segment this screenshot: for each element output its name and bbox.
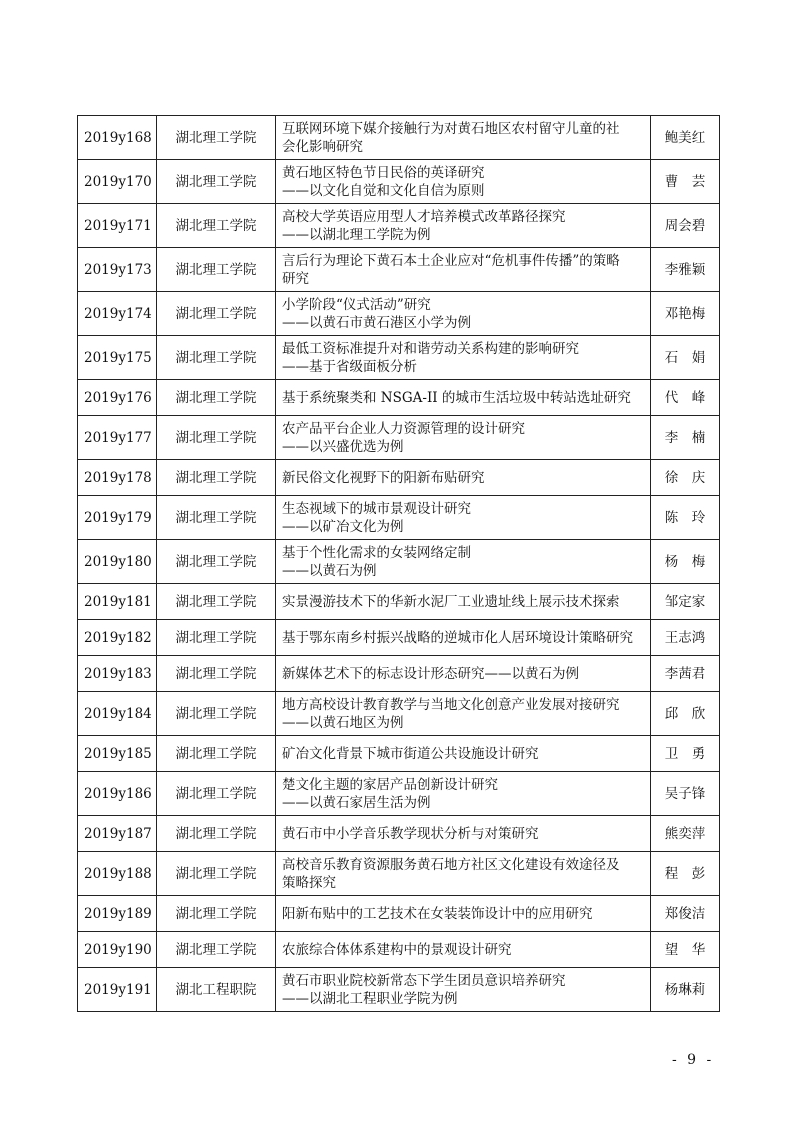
institution-cell: 湖北理工学院 xyxy=(157,292,276,336)
page-number: - 9 - xyxy=(672,1052,715,1068)
project-id-cell: 2019y191 xyxy=(78,968,157,1012)
person-in-charge-cell: 熊奕萍 xyxy=(651,816,720,852)
table-row xyxy=(78,160,720,204)
person-in-charge-cell: 邓艳梅 xyxy=(651,292,720,336)
person-in-charge-cell: 鲍美红 xyxy=(651,116,720,160)
person-in-charge-cell: 李茜君 xyxy=(651,656,720,692)
institution-cell: 湖北理工学院 xyxy=(157,656,276,692)
project-id-cell: 2019y171 xyxy=(78,204,157,248)
project-id-cell: 2019y182 xyxy=(78,620,157,656)
project-title-line: 地方高校设计教育教学与当地文化创意产业发展对接研究 xyxy=(282,696,620,713)
institution-cell: 湖北理工学院 xyxy=(157,772,276,816)
project-title-cell xyxy=(276,656,651,692)
project-title-cell xyxy=(276,620,651,656)
project-title-cell xyxy=(276,416,651,460)
project-title-cell xyxy=(276,204,651,248)
project-id-cell: 2019y170 xyxy=(78,160,157,204)
project-id-cell: 2019y175 xyxy=(78,336,157,380)
institution-cell: 湖北理工学院 xyxy=(157,852,276,896)
project-title-line: ——以黄石市黄石港区小学为例 xyxy=(282,314,471,331)
project-title-line: 新民俗文化视野下的阳新布贴研究 xyxy=(282,469,485,486)
project-title-cell xyxy=(276,692,651,736)
project-title-line: ——以黄石家居生活为例 xyxy=(282,794,431,811)
project-id-cell: 2019y190 xyxy=(78,932,157,968)
person-in-charge-cell: 李雅颖 xyxy=(651,248,720,292)
table-row xyxy=(78,620,720,656)
project-title-line: 矿冶文化背景下城市街道公共设施设计研究 xyxy=(282,745,539,762)
project-title-line: 基于系统聚类和 NSGA-II 的城市生活垃圾中转站选址研究 xyxy=(282,389,631,406)
institution-cell: 湖北理工学院 xyxy=(157,248,276,292)
institution-cell: 湖北理工学院 xyxy=(157,932,276,968)
project-title-line: ——以兴盛优选为例 xyxy=(282,438,404,455)
table-row xyxy=(78,416,720,460)
project-id-cell: 2019y178 xyxy=(78,460,157,496)
institution-cell: 湖北理工学院 xyxy=(157,816,276,852)
project-title-line: 高校大学英语应用型人才培养模式改革路径探究 xyxy=(282,208,566,225)
project-title-line: 农旅综合体体系建构中的景观设计研究 xyxy=(282,941,512,958)
person-in-charge-cell: 邹定家 xyxy=(651,584,720,620)
person-in-charge-cell: 王志鸿 xyxy=(651,620,720,656)
institution-cell: 湖北理工学院 xyxy=(157,692,276,736)
project-title-line: ——以文化自觉和文化自信为原则 xyxy=(282,182,485,199)
project-id-cell: 2019y168 xyxy=(78,116,157,160)
project-id-cell: 2019y188 xyxy=(78,852,157,896)
project-title-line: 高校音乐教育资源服务黄石地方社区文化建设有效途径及 xyxy=(282,856,620,873)
table-row xyxy=(78,584,720,620)
institution-cell: 湖北理工学院 xyxy=(157,620,276,656)
table-row xyxy=(78,656,720,692)
person-in-charge-cell: 望 华 xyxy=(651,932,720,968)
project-title-line: ——以湖北理工学院为例 xyxy=(282,226,431,243)
project-title-line: 言后行为理论下黄石本土企业应对“危机事件传播”的策略 xyxy=(282,252,620,269)
project-title-cell xyxy=(276,496,651,540)
project-table-body xyxy=(78,116,720,1012)
project-title-line: 新媒体艺术下的标志设计形态研究——以黄石为例 xyxy=(282,665,579,682)
person-in-charge-cell: 李 楠 xyxy=(651,416,720,460)
person-in-charge-cell: 程 彭 xyxy=(651,852,720,896)
table-row xyxy=(78,852,720,896)
project-id-cell: 2019y173 xyxy=(78,248,157,292)
project-title-line: ——以矿冶文化为例 xyxy=(282,518,404,535)
project-title-line: 研究 xyxy=(282,270,309,287)
project-id-cell: 2019y183 xyxy=(78,656,157,692)
institution-cell: 湖北理工学院 xyxy=(157,496,276,540)
table-row xyxy=(78,540,720,584)
institution-cell: 湖北理工学院 xyxy=(157,540,276,584)
project-id-cell: 2019y174 xyxy=(78,292,157,336)
project-title-cell xyxy=(276,160,651,204)
project-id-cell: 2019y177 xyxy=(78,416,157,460)
institution-cell: 湖北理工学院 xyxy=(157,460,276,496)
person-in-charge-cell: 周会碧 xyxy=(651,204,720,248)
institution-cell: 湖北理工学院 xyxy=(157,584,276,620)
person-in-charge-cell: 杨 梅 xyxy=(651,540,720,584)
person-in-charge-cell: 陈 玲 xyxy=(651,496,720,540)
project-title-cell xyxy=(276,736,651,772)
project-title-cell xyxy=(276,540,651,584)
table-row xyxy=(78,336,720,380)
person-in-charge-cell: 杨琳莉 xyxy=(651,968,720,1012)
institution-cell: 湖北理工学院 xyxy=(157,336,276,380)
project-id-cell: 2019y187 xyxy=(78,816,157,852)
project-title-cell xyxy=(276,816,651,852)
project-id-cell: 2019y184 xyxy=(78,692,157,736)
table-row xyxy=(78,816,720,852)
table-row xyxy=(78,772,720,816)
person-in-charge-cell: 吴子锋 xyxy=(651,772,720,816)
person-in-charge-cell: 徐 庆 xyxy=(651,460,720,496)
project-title-line: 实景漫游技术下的华新水泥厂工业遗址线上展示技术探索 xyxy=(282,593,620,610)
project-id-cell: 2019y186 xyxy=(78,772,157,816)
project-title-line: 黄石地区特色节日民俗的英译研究 xyxy=(282,164,485,181)
project-title-line: ——以湖北工程职业学院为例 xyxy=(282,990,458,1007)
person-in-charge-cell: 石 娟 xyxy=(651,336,720,380)
project-title-line: 阳新布贴中的工艺技术在女装装饰设计中的应用研究 xyxy=(282,905,593,922)
person-in-charge-cell: 代 峰 xyxy=(651,380,720,416)
institution-cell: 湖北理工学院 xyxy=(157,116,276,160)
institution-cell: 湖北理工学院 xyxy=(157,896,276,932)
person-in-charge-cell: 郑俊洁 xyxy=(651,896,720,932)
project-table xyxy=(77,115,720,1012)
project-id-cell: 2019y176 xyxy=(78,380,157,416)
institution-cell: 湖北理工学院 xyxy=(157,736,276,772)
project-title-line: ——以黄石为例 xyxy=(282,562,377,579)
project-title-line: 黄石市职业院校新常态下学生团员意识培养研究 xyxy=(282,972,566,989)
project-title-cell xyxy=(276,852,651,896)
project-title-cell xyxy=(276,584,651,620)
project-title-line: 生态视域下的城市景观设计研究 xyxy=(282,500,471,517)
project-title-line: 策略探究 xyxy=(282,874,336,891)
project-id-cell: 2019y181 xyxy=(78,584,157,620)
institution-cell: 湖北理工学院 xyxy=(157,204,276,248)
person-in-charge-cell: 卫 勇 xyxy=(651,736,720,772)
project-title-cell xyxy=(276,460,651,496)
table-row xyxy=(78,460,720,496)
project-id-cell: 2019y189 xyxy=(78,896,157,932)
project-title-cell xyxy=(276,248,651,292)
project-title-line: 黄石市中小学音乐教学现状分析与对策研究 xyxy=(282,825,539,842)
table-row xyxy=(78,248,720,292)
project-title-cell xyxy=(276,336,651,380)
table-row xyxy=(78,736,720,772)
table-row xyxy=(78,496,720,540)
project-title-line: ——基于省级面板分析 xyxy=(282,358,417,375)
table-row xyxy=(78,116,720,160)
project-title-cell xyxy=(276,772,651,816)
project-title-cell xyxy=(276,896,651,932)
project-title-line: 最低工资标准提升对和谐劳动关系构建的影响研究 xyxy=(282,340,579,357)
project-title-line: 楚文化主题的家居产品创新设计研究 xyxy=(282,776,498,793)
institution-cell: 湖北工程职院 xyxy=(157,968,276,1012)
project-id-cell: 2019y185 xyxy=(78,736,157,772)
project-title-cell xyxy=(276,380,651,416)
project-title-line: 基于个性化需求的女装网络定制 xyxy=(282,544,471,561)
project-title-line: 小学阶段“仪式活动”研究 xyxy=(282,296,431,313)
person-in-charge-cell: 曹 芸 xyxy=(651,160,720,204)
institution-cell: 湖北理工学院 xyxy=(157,416,276,460)
project-title-line: 基于鄂东南乡村振兴战略的逆城市化人居环境设计策略研究 xyxy=(282,629,633,646)
project-title-cell xyxy=(276,292,651,336)
project-title-line: ——以黄石地区为例 xyxy=(282,714,404,731)
project-title-cell xyxy=(276,968,651,1012)
table-row xyxy=(78,896,720,932)
table-row xyxy=(78,932,720,968)
person-in-charge-cell: 邱 欣 xyxy=(651,692,720,736)
table-row xyxy=(78,204,720,248)
project-title-cell xyxy=(276,932,651,968)
institution-cell: 湖北理工学院 xyxy=(157,160,276,204)
table-row xyxy=(78,380,720,416)
project-id-cell: 2019y179 xyxy=(78,496,157,540)
project-title-line: 互联网环境下媒介接触行为对黄石地区农村留守儿童的社 xyxy=(282,120,620,137)
project-title-line: 会化影响研究 xyxy=(282,138,363,155)
table-row xyxy=(78,968,720,1012)
project-id-cell: 2019y180 xyxy=(78,540,157,584)
project-title-cell xyxy=(276,116,651,160)
institution-cell: 湖北理工学院 xyxy=(157,380,276,416)
table-row xyxy=(78,292,720,336)
table-row xyxy=(78,692,720,736)
project-title-line: 农产品平台企业人力资源管理的设计研究 xyxy=(282,420,525,437)
